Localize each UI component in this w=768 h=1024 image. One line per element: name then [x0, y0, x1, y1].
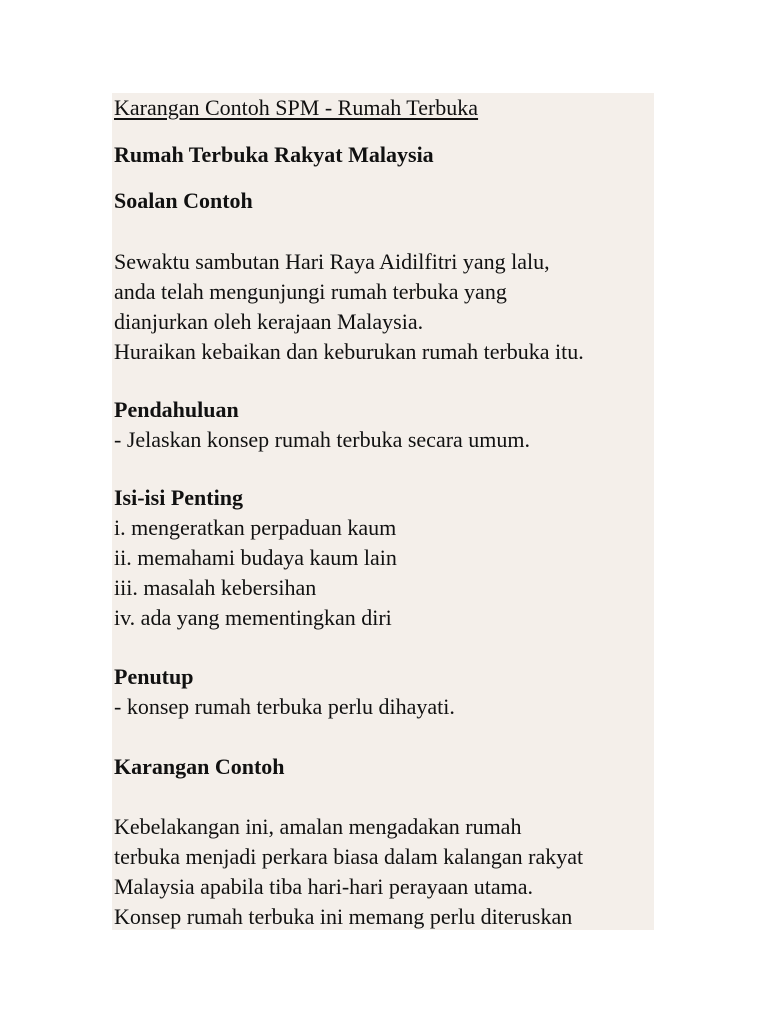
point-item: ii. memahami budaya kaum lain [114, 545, 397, 570]
point-item: iv. ada yang mementingkan diri [114, 605, 392, 630]
point-item: iii. masalah kebersihan [114, 575, 317, 600]
document-title-link[interactable]: Karangan Contoh SPM - Rumah Terbuka [114, 95, 479, 120]
question-line: Huraikan kebaikan dan keburukan rumah terbuka itu. [114, 339, 584, 364]
essay-heading: Karangan Contoh [114, 754, 285, 779]
closing-heading: Penutup [114, 664, 194, 689]
essay-line: Kebelakangan ini, amalan mengadakan rumah [114, 814, 522, 839]
essay-line: terbuka menjadi perkara biasa dalam kalangan rakyat [114, 844, 584, 869]
main-heading: Rumah Terbuka Rakyat Malaysia [114, 142, 434, 167]
points-heading: Isi-isi Penting [114, 485, 243, 510]
closing-text: - konsep rumah terbuka perlu dihayati. [114, 694, 455, 719]
question-line: dianjurkan oleh kerajaan Malaysia. [114, 309, 424, 334]
point-item: i. mengeratkan perpaduan kaum [114, 515, 397, 540]
essay-line: Malaysia apabila tiba hari-hari perayaan utama. [114, 874, 534, 899]
intro-text: - Jelaskan konsep rumah terbuka secara umum. [114, 427, 531, 452]
document-panel [112, 93, 654, 930]
question-heading: Soalan Contoh [114, 188, 253, 213]
question-line: Sewaktu sambutan Hari Raya Aidilfitri yang lalu, [114, 249, 550, 274]
essay-line: Konsep rumah terbuka ini memang perlu diteruskan [114, 904, 573, 929]
question-line: anda telah mengunjungi rumah terbuka yang [114, 279, 507, 304]
intro-heading: Pendahuluan [114, 397, 239, 422]
